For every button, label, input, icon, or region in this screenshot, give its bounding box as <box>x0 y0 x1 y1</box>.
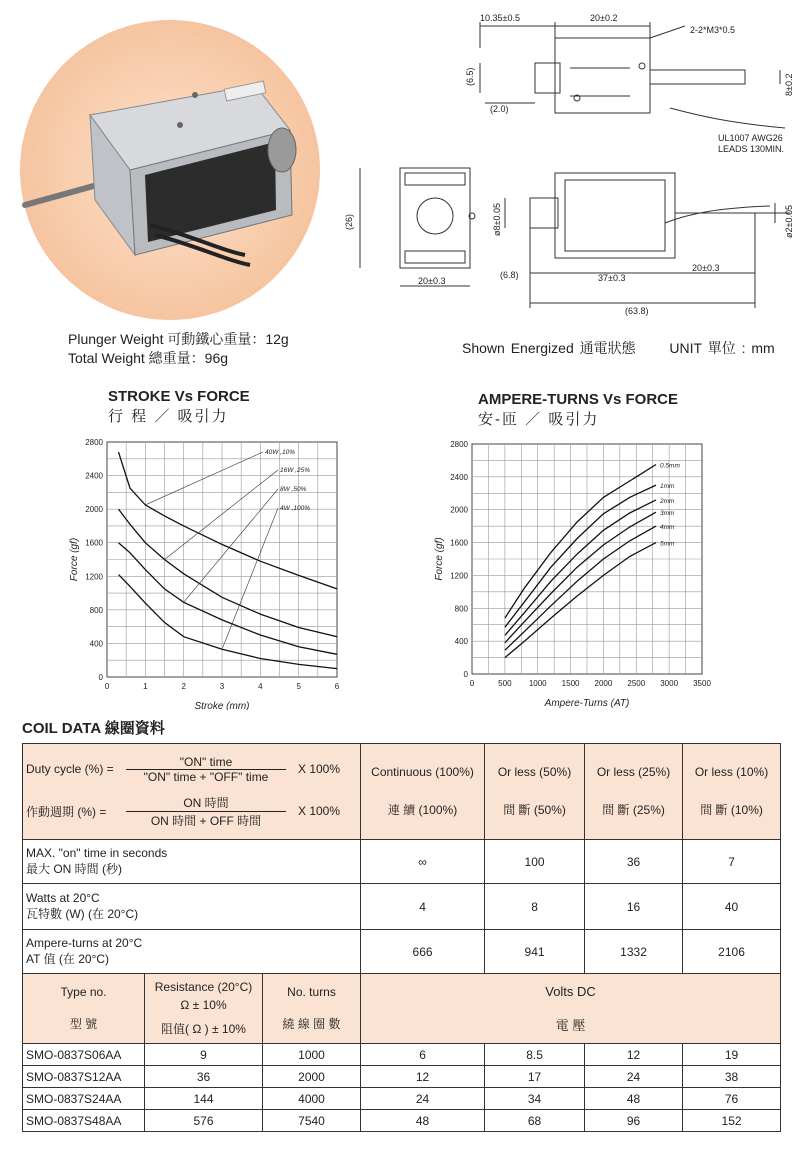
y-tick-label: 2800 <box>85 438 103 447</box>
ampere-turns-value: 941 <box>485 930 585 974</box>
unit-label: UNIT 單位 : mm <box>669 340 775 356</box>
volts-cell: 76 <box>683 1088 781 1110</box>
volts-cell: 12 <box>361 1066 485 1088</box>
header-volts-dc: Volts DC 電 壓 <box>361 974 781 1044</box>
y-tick-label: 2400 <box>450 472 468 482</box>
volts-cell: 8.5 <box>485 1044 585 1066</box>
coil-data-table <box>22 743 781 1132</box>
dim-wire-1: UL1007 AWG26 <box>718 133 783 143</box>
duty-num-zh: ON 時間 <box>126 794 286 812</box>
duty-col-continuous: Continuous (100%) 連 續 (100%) <box>361 744 485 840</box>
at-chart-subtitle: 安-匝 ／ 吸引力 <box>478 411 600 428</box>
resistance-cell: 9 <box>145 1044 263 1066</box>
dim-top-mid: 20±0.2 <box>590 13 618 23</box>
x-tick-label: 500 <box>498 679 512 688</box>
series-label: 8W ,50% <box>280 486 307 493</box>
x-tick-label: 1000 <box>528 679 547 688</box>
x-tick-label: 1500 <box>561 679 580 688</box>
ampere-turns-value: 2106 <box>683 930 781 974</box>
x-tick-label: 3 <box>219 682 225 691</box>
table-row <box>23 1088 781 1110</box>
duty-label-zh: 作動週期 (%) = <box>26 804 107 819</box>
header-type: Type no. 型 號 <box>23 974 145 1044</box>
x-tick-label: 3500 <box>693 679 711 688</box>
coil-data-title: COIL DATA 線圈資料 <box>22 720 165 737</box>
max-on-value: 7 <box>683 840 781 884</box>
y-axis-label: Force (gf) <box>69 537 80 582</box>
ampere-turns-row <box>23 930 781 974</box>
header-turns: No. turns 繞 線 圈 數 <box>263 974 361 1044</box>
watts-value: 8 <box>485 884 585 930</box>
y-tick-label: 1600 <box>450 538 468 548</box>
x-tick-label: 2 <box>181 682 186 691</box>
dim-side-65: (6.5) <box>465 67 475 86</box>
volts-cell: 96 <box>585 1110 683 1132</box>
duty-cycle-row <box>23 744 781 840</box>
x-tick-label: 6 <box>334 682 340 691</box>
volts-cell: 34 <box>485 1088 585 1110</box>
stroke-force-chart <box>55 430 355 710</box>
series-label: 4W ,100% <box>280 505 310 512</box>
y-tick-label: 400 <box>454 637 468 647</box>
x-tick-label: 2500 <box>627 679 646 688</box>
weights-block <box>68 330 289 368</box>
max-on-row <box>23 840 781 884</box>
type-no-cell: SMO-0837S48AA <box>23 1110 145 1132</box>
turns-cell: 4000 <box>263 1088 361 1110</box>
turns-cell: 7540 <box>263 1110 361 1132</box>
volts-cell: 38 <box>683 1066 781 1088</box>
y-axis-label: Force (gf) <box>434 537 445 581</box>
series-label: 2mm <box>660 497 675 505</box>
y-tick-label: 1200 <box>85 572 103 582</box>
volts-cell: 6 <box>361 1044 485 1066</box>
dimension-drawing <box>330 8 795 323</box>
watts-value: 16 <box>585 884 683 930</box>
ampere-turns-label: Ampere-turns at 20°C AT 值 (在 20°C) <box>23 930 361 974</box>
total-weight: Total Weight 總重量：96g <box>68 350 229 366</box>
dim-front-20: 20±0.3 <box>418 276 446 286</box>
dim-phi2: ø2±0.05 <box>784 205 794 238</box>
series-label: 0.5mm <box>660 462 680 470</box>
table-row <box>23 1066 781 1088</box>
duty-col-25: Or less (25%) 間 斷 (25%) <box>585 744 683 840</box>
x-tick-label: 0 <box>469 679 475 688</box>
header-resistance: Resistance (20°C) Ω ± 10% 阻值( Ω ) ± 10% <box>145 974 263 1044</box>
type-header-row <box>23 974 781 1044</box>
x-tick-label: 1 <box>143 682 148 691</box>
duty-num-en: "ON" time <box>126 755 286 770</box>
resistance-cell: 36 <box>145 1066 263 1088</box>
dim-top-width: 10.35±0.5 <box>480 13 520 23</box>
y-tick-label: 2000 <box>85 505 103 515</box>
at-chart-title: AMPERE-TURNS Vs FORCE <box>478 391 679 408</box>
type-no-cell: SMO-0837S12AA <box>23 1066 145 1088</box>
y-tick-label: 2800 <box>450 440 468 449</box>
volts-cell: 17 <box>485 1066 585 1088</box>
x-tick-label: 5 <box>296 682 301 691</box>
ampere-turns-force-chart <box>420 432 730 712</box>
resistance-cell: 144 <box>145 1088 263 1110</box>
plunger-weight: Plunger Weight 可動鐵心重量：12g <box>68 331 289 347</box>
watts-value: 4 <box>361 884 485 930</box>
dim-d638: (63.8) <box>625 306 649 316</box>
x-axis-label: Stroke (mm) <box>194 701 250 710</box>
series-label: 16W ,25% <box>280 467 310 474</box>
x-tick-label: 2000 <box>594 679 613 688</box>
dim-front-26: (26) <box>344 213 354 230</box>
duty-cycle-formula <box>23 744 361 840</box>
duty-den-zh: ON 時間 + OFF 時間 <box>150 813 262 828</box>
dim-side-20: (2.0) <box>490 104 509 114</box>
turns-cell: 1000 <box>263 1044 361 1066</box>
duty-col-50: Or less (50%) 間 斷 (50%) <box>485 744 585 840</box>
product-photo <box>20 20 320 320</box>
duty-den-en: "ON" time + "OFF" time <box>143 769 269 784</box>
max-on-label: MAX. "on" time in seconds 最大 ON 時間 (秒) <box>23 840 361 884</box>
x-axis-label: Ampere-Turns (AT) <box>544 698 630 709</box>
duty-label-en: Duty cycle (%) = <box>26 762 114 776</box>
watts-row <box>23 884 781 930</box>
max-on-value: ∞ <box>361 840 485 884</box>
volts-cell: 12 <box>585 1044 683 1066</box>
x-tick-label: 4 <box>258 682 263 691</box>
volts-cell: 19 <box>683 1044 781 1066</box>
volts-cell: 68 <box>485 1110 585 1132</box>
duty-col-10: Or less (10%) 間 斷 (10%) <box>683 744 781 840</box>
dim-d68: (6.8) <box>500 270 519 280</box>
series-label: 3mm <box>660 510 675 518</box>
dim-screws: 2-2*M3*0.5 <box>690 25 736 35</box>
series-label: 40W ,10% <box>265 449 295 456</box>
resistance-cell: 576 <box>145 1110 263 1132</box>
volts-cell: 152 <box>683 1110 781 1132</box>
volts-cell: 24 <box>585 1066 683 1088</box>
x100-zh: X 100% <box>298 804 341 818</box>
volts-cell: 48 <box>585 1088 683 1110</box>
stroke-chart-title: STROKE Vs FORCE <box>108 388 250 405</box>
volts-cell: 48 <box>361 1110 485 1132</box>
dim-phi8: ø8±0.05 <box>492 203 502 236</box>
y-tick-label: 800 <box>454 604 468 614</box>
y-tick-label: 400 <box>89 639 103 649</box>
y-tick-label: 800 <box>89 605 103 615</box>
shown-energized: Shown Energized 通電狀態 <box>462 340 636 356</box>
dim-d37: 37±0.3 <box>598 273 626 283</box>
watts-value: 40 <box>683 884 781 930</box>
ampere-turns-value: 1332 <box>585 930 683 974</box>
energized-unit-line <box>462 338 775 358</box>
y-tick-label: 2400 <box>85 471 103 481</box>
dim-right-8: 8±0.2 <box>784 73 794 96</box>
series-label: 5mm <box>660 540 675 548</box>
ampere-turns-value: 666 <box>361 930 485 974</box>
stroke-chart-subtitle: 行 程 ／ 吸引力 <box>108 408 229 425</box>
series-label: 1mm <box>660 483 675 491</box>
max-on-value: 100 <box>485 840 585 884</box>
y-tick-label: 2000 <box>450 505 468 515</box>
volts-cell: 24 <box>361 1088 485 1110</box>
solenoid-illustration <box>20 20 320 320</box>
y-tick-label: 0 <box>98 673 103 682</box>
dim-d20: 20±0.3 <box>692 263 720 273</box>
x100-en: X 100% <box>298 762 341 776</box>
type-no-cell: SMO-0837S24AA <box>23 1088 145 1110</box>
watts-label: Watts at 20°C 瓦特數 (W) (在 20°C) <box>23 884 361 930</box>
x-tick-label: 0 <box>104 682 110 691</box>
turns-cell: 2000 <box>263 1066 361 1088</box>
y-tick-label: 0 <box>463 670 468 679</box>
y-tick-label: 1600 <box>85 538 103 548</box>
type-no-cell: SMO-0837S06AA <box>23 1044 145 1066</box>
table-row <box>23 1044 781 1066</box>
max-on-value: 36 <box>585 840 683 884</box>
x-tick-label: 3000 <box>660 679 679 688</box>
table-row <box>23 1110 781 1132</box>
y-tick-label: 1200 <box>450 571 468 581</box>
series-label: 4mm <box>660 524 675 532</box>
dim-wire-2: LEADS 130MIN. <box>718 144 785 154</box>
